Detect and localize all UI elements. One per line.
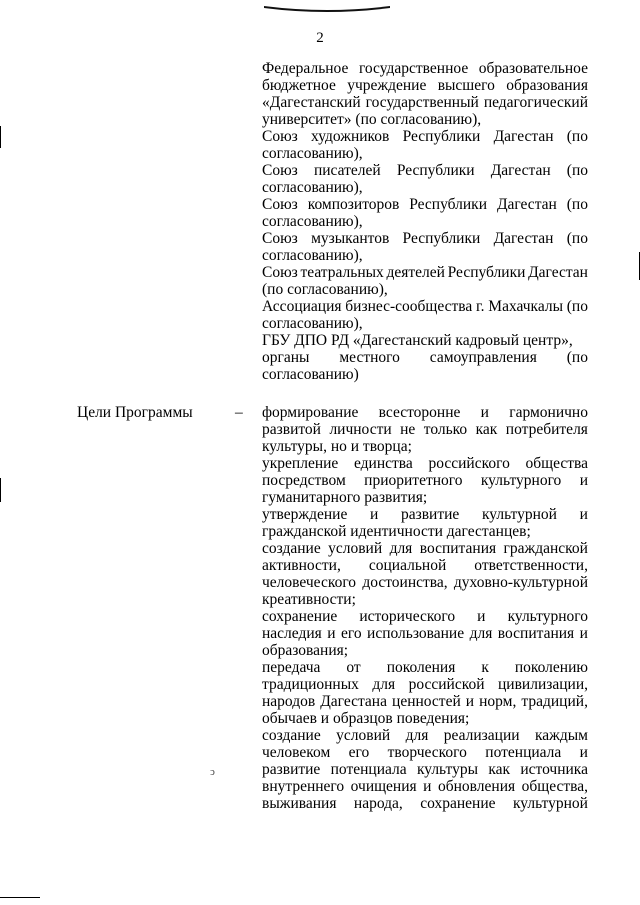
- text-line: сохранение исторического и культурного: [262, 608, 588, 625]
- text-line: развитой личности не только как потребителя: [262, 421, 588, 438]
- goal-item: [262, 727, 588, 812]
- goal-item: [262, 455, 588, 506]
- participants-list: [262, 60, 588, 383]
- text-line: Союз композиторов Республики Дагестан (по: [262, 196, 588, 213]
- text-line: (по согласованию),: [262, 281, 388, 298]
- text-line: человеческого достоинства, духовно-культурной: [262, 574, 588, 591]
- text-line: человеком его творческого потенциала и: [262, 744, 588, 761]
- text-line: передача от поколения к поколению: [262, 659, 588, 676]
- goal-item: [262, 608, 588, 659]
- text-line: согласованию),: [262, 247, 363, 264]
- text-line: образования;: [262, 642, 349, 659]
- text-line: согласованию),: [262, 315, 363, 332]
- goal-item: [262, 404, 588, 455]
- participant-item: [262, 162, 588, 196]
- text-line: создание условий для реализации каждым: [262, 727, 588, 744]
- text-line: креативности;: [262, 591, 356, 608]
- text-line: активности, социальной ответственности,: [262, 557, 588, 574]
- text-line: органы местного самоуправления (по: [262, 349, 588, 366]
- text-line: культуры, но и творца;: [262, 438, 412, 455]
- page-number: 2: [316, 30, 324, 46]
- text-line: согласованию),: [262, 145, 363, 162]
- goal-item: [262, 506, 588, 540]
- participant-item: [262, 230, 588, 264]
- text-line: утверждение и развитие культурной и: [262, 506, 588, 523]
- text-line: университет» (по согласованию),: [262, 111, 482, 128]
- text-line: развитие потенциала культуры как источника: [262, 761, 588, 778]
- goals-label: Цели Программы: [77, 404, 193, 421]
- scan-mark: ↄ: [210, 766, 215, 778]
- text-line: Союз музыкантов Республики Дагестан (по: [262, 230, 588, 247]
- goals-list: [262, 404, 588, 812]
- text-line: Союз театральных деятелей Республики Дагестан: [262, 264, 588, 281]
- top-stamp-fragment: [262, 0, 392, 8]
- text-line: согласованию),: [262, 213, 363, 230]
- text-line: наследия и его использование для воспитания и: [262, 625, 588, 642]
- participant-item: [262, 128, 588, 162]
- text-line: Союз писателей Республики Дагестан (по: [262, 162, 588, 179]
- text-line: Федеральное государственное образовательное: [262, 60, 588, 77]
- text-line: посредством приоритетного культурного и: [262, 472, 588, 489]
- goal-item: [262, 659, 588, 727]
- text-line: обычаев и образцов поведения;: [262, 710, 470, 727]
- bottom-scan-rule: [0, 897, 40, 898]
- text-line: выживания народа, сохранение культурной: [262, 795, 588, 812]
- text-line: укрепление единства российского общества: [262, 455, 588, 472]
- text-line: народов Дагестана ценностей и норм, традиций,: [262, 693, 588, 710]
- text-line: традиционных для российской цивилизации,: [262, 676, 588, 693]
- participant-item: [262, 332, 588, 349]
- text-line: Ассоциация бизнес-сообщества г. Махачкалы (по: [262, 298, 588, 315]
- text-line: гражданской идентичности дагестанцев;: [262, 523, 531, 540]
- participant-item: [262, 298, 588, 332]
- text-line: создание условий для воспитания гражданской: [262, 540, 588, 557]
- participant-item: [262, 60, 588, 128]
- text-line: бюджетное учреждение высшего образования: [262, 77, 588, 94]
- left-scan-edge-lower: [0, 478, 1, 502]
- participant-item: [262, 264, 588, 298]
- participant-item: [262, 196, 588, 230]
- text-line: согласованию): [262, 366, 359, 383]
- text-line: Союз художников Республики Дагестан (по: [262, 128, 588, 145]
- text-line: «Дагестанский государственный педагогический: [262, 94, 588, 111]
- text-line: формирование всесторонне и гармонично: [262, 404, 588, 421]
- left-scan-edge: [0, 126, 1, 148]
- text-line: внутреннего очищения и обновления общества,: [262, 778, 588, 795]
- text-line: согласованию),: [262, 179, 363, 196]
- participant-item: [262, 349, 588, 383]
- text-line: ГБУ ДПО РД «Дагестанский кадровый центр»,: [262, 332, 573, 349]
- goal-item: [262, 540, 588, 608]
- text-line: гуманитарного развития;: [262, 489, 428, 506]
- goals-dash: –: [235, 404, 243, 421]
